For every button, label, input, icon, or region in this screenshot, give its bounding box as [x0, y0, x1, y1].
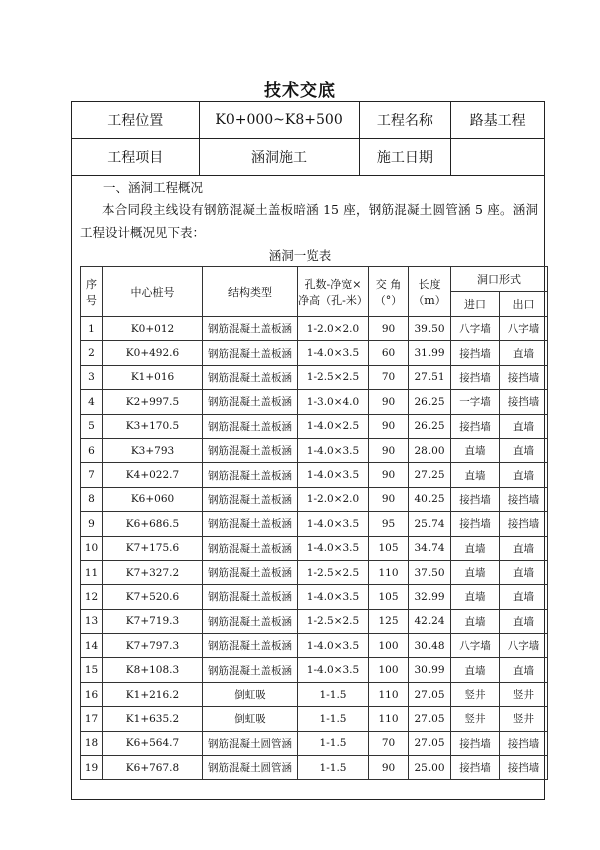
cell-station: K6+564.7 — [103, 731, 203, 755]
cell-span: 1-4.0×3.5 — [298, 463, 369, 487]
cell-outlet: 接挡墙 — [500, 487, 548, 511]
cell-type: 钢筋混凝土盖板涵 — [203, 536, 298, 560]
cell-seq: 17 — [81, 707, 103, 731]
cell-seq: 14 — [81, 634, 103, 658]
cell-inlet: 直墙 — [451, 585, 500, 609]
cell-station: K3+170.5 — [103, 414, 203, 438]
cell-length: 32.99 — [409, 585, 451, 609]
header-inlet: 进口 — [451, 292, 500, 317]
cell-station: K1+635.2 — [103, 707, 203, 731]
cell-inlet: 八字墙 — [451, 317, 500, 341]
cell-outlet: 竖井 — [500, 682, 548, 706]
cell-length: 34.74 — [409, 536, 451, 560]
cell-outlet: 八字墙 — [500, 317, 548, 341]
cell-seq: 7 — [81, 463, 103, 487]
cell-inlet: 一字墙 — [451, 390, 500, 414]
cell-inlet: 接挡墙 — [451, 487, 500, 511]
cell-length: 40.25 — [409, 487, 451, 511]
cell-station: K0+012 — [103, 317, 203, 341]
construction-date-label: 施工日期 — [359, 139, 451, 176]
cell-span: 1-2.5×2.5 — [298, 365, 369, 389]
cell-angle: 70 — [369, 365, 409, 389]
cell-type: 钢筋混凝土盖板涵 — [203, 365, 298, 389]
section-paragraph: 本合同段主线设有钢筋混凝土盖板暗涵 15 座，钢筋混凝土圆管涵 5 座。涵洞工程设计概况见下表： — [80, 202, 538, 240]
cell-outlet: 直墙 — [500, 463, 548, 487]
cell-type: 钢筋混凝土盖板涵 — [203, 487, 298, 511]
cell-angle: 70 — [369, 731, 409, 755]
cell-seq: 15 — [81, 658, 103, 682]
cell-angle: 90 — [369, 487, 409, 511]
project-info-row — [72, 139, 545, 176]
cell-outlet: 直墙 — [500, 536, 548, 560]
cell-inlet: 直墙 — [451, 536, 500, 560]
cell-angle: 110 — [369, 707, 409, 731]
table-row — [81, 707, 548, 731]
cell-outlet: 直墙 — [500, 414, 548, 438]
table-row — [81, 560, 548, 584]
cell-outlet: 接挡墙 — [500, 756, 548, 780]
table-row — [81, 341, 548, 365]
cell-seq: 2 — [81, 341, 103, 365]
cell-span: 1-4.0×3.5 — [298, 512, 369, 536]
cell-span: 1-4.0×3.5 — [298, 438, 369, 462]
cell-inlet: 接挡墙 — [451, 512, 500, 536]
cell-type: 钢筋混凝土盖板涵 — [203, 634, 298, 658]
header-span — [298, 267, 369, 317]
cell-seq: 19 — [81, 756, 103, 780]
table-row — [81, 756, 548, 780]
cell-span: 1-1.5 — [298, 707, 369, 731]
cell-length: 30.99 — [409, 658, 451, 682]
cell-span: 1-4.0×3.5 — [298, 585, 369, 609]
cell-station: K7+719.3 — [103, 609, 203, 633]
cell-span: 1-1.5 — [298, 756, 369, 780]
cell-length: 42.24 — [409, 609, 451, 633]
table-row — [81, 658, 548, 682]
location-value: K0+000~K8+500 — [199, 102, 359, 139]
table-row — [81, 438, 548, 462]
cell-span: 1-3.0×4.0 — [298, 390, 369, 414]
cell-outlet: 竖井 — [500, 707, 548, 731]
table-header-row — [81, 267, 548, 292]
cell-span: 1-2.5×2.5 — [298, 609, 369, 633]
header-span-line2: 净高（孔-米） — [298, 293, 368, 307]
table-row — [81, 487, 548, 511]
cell-span: 1-4.0×3.5 — [298, 658, 369, 682]
cell-outlet: 接挡墙 — [500, 731, 548, 755]
table-row — [81, 512, 548, 536]
header-angle-line1: 交 角 — [375, 277, 402, 291]
cell-outlet: 直墙 — [500, 658, 548, 682]
cell-seq: 13 — [81, 609, 103, 633]
cell-angle: 105 — [369, 585, 409, 609]
cell-length: 28.00 — [409, 438, 451, 462]
cell-inlet: 接挡墙 — [451, 731, 500, 755]
header-seq-line2: 号 — [86, 293, 97, 307]
cell-inlet: 接挡墙 — [451, 414, 500, 438]
cell-angle: 110 — [369, 560, 409, 584]
header-station: 中心桩号 — [103, 267, 203, 317]
cell-type: 倒虹吸 — [203, 682, 298, 706]
cell-span: 1-4.0×3.5 — [298, 341, 369, 365]
table-row — [81, 317, 548, 341]
header-length — [409, 267, 451, 317]
table-caption: 涵洞一览表 — [268, 248, 332, 263]
cell-type: 钢筋混凝土盖板涵 — [203, 463, 298, 487]
project-name-value: 路基工程 — [451, 102, 545, 139]
table-row — [81, 390, 548, 414]
cell-angle: 90 — [369, 317, 409, 341]
project-name-label: 工程名称 — [359, 102, 451, 139]
cell-station: K1+216.2 — [103, 682, 203, 706]
header-seq — [81, 267, 103, 317]
cell-type: 钢筋混凝土盖板涵 — [203, 414, 298, 438]
cell-station: K4+022.7 — [103, 463, 203, 487]
cell-outlet: 直墙 — [500, 341, 548, 365]
cell-inlet: 直墙 — [451, 463, 500, 487]
cell-seq: 4 — [81, 390, 103, 414]
header-opening: 洞口形式 — [451, 267, 548, 292]
cell-span: 1-2.0×2.0 — [298, 317, 369, 341]
cell-inlet: 接挡墙 — [451, 341, 500, 365]
cell-station: K6+060 — [103, 487, 203, 511]
table-row — [81, 682, 548, 706]
header-type: 结构类型 — [203, 267, 298, 317]
cell-station: K1+016 — [103, 365, 203, 389]
cell-station: K6+767.8 — [103, 756, 203, 780]
cell-inlet: 直墙 — [451, 560, 500, 584]
project-info-table — [71, 101, 545, 176]
header-length-line1: 长度 — [418, 277, 441, 291]
cell-station: K7+175.6 — [103, 536, 203, 560]
table-row — [81, 731, 548, 755]
cell-length: 27.51 — [409, 365, 451, 389]
cell-inlet: 竖井 — [451, 707, 500, 731]
table-row — [81, 463, 548, 487]
cell-angle: 60 — [369, 341, 409, 365]
cell-inlet: 直墙 — [451, 658, 500, 682]
cell-station: K8+108.3 — [103, 658, 203, 682]
location-label: 工程位置 — [72, 102, 200, 139]
cell-type: 钢筋混凝土盖板涵 — [203, 609, 298, 633]
cell-seq: 1 — [81, 317, 103, 341]
cell-seq: 6 — [81, 438, 103, 462]
cell-type: 钢筋混凝土盖板涵 — [203, 585, 298, 609]
cell-outlet: 接挡墙 — [500, 365, 548, 389]
cell-type: 钢筋混凝土盖板涵 — [203, 317, 298, 341]
header-seq-line1: 序 — [86, 277, 97, 291]
cell-station: K6+686.5 — [103, 512, 203, 536]
cell-seq: 5 — [81, 414, 103, 438]
cell-span: 1-4.0×2.5 — [298, 414, 369, 438]
cell-angle: 125 — [369, 609, 409, 633]
cell-length: 27.05 — [409, 731, 451, 755]
cell-length: 25.74 — [409, 512, 451, 536]
table-row — [81, 365, 548, 389]
cell-outlet: 直墙 — [500, 609, 548, 633]
cell-angle: 90 — [369, 463, 409, 487]
cell-type: 钢筋混凝土盖板涵 — [203, 438, 298, 462]
header-span-line1: 孔数-净宽× — [304, 277, 362, 291]
project-info-row — [72, 102, 545, 139]
cell-type: 钢筋混凝土盖板涵 — [203, 560, 298, 584]
cell-seq: 11 — [81, 560, 103, 584]
cell-length: 26.25 — [409, 390, 451, 414]
cell-outlet: 八字墙 — [500, 634, 548, 658]
culvert-table — [80, 266, 548, 780]
culvert-table-body — [81, 317, 548, 780]
cell-inlet: 直墙 — [451, 438, 500, 462]
cell-length: 31.99 — [409, 341, 451, 365]
cell-type: 钢筋混凝土盖板涵 — [203, 658, 298, 682]
cell-type: 钢筋混凝土圆管涵 — [203, 731, 298, 755]
cell-inlet: 竖井 — [451, 682, 500, 706]
cell-length: 27.25 — [409, 463, 451, 487]
cell-length: 30.48 — [409, 634, 451, 658]
cell-angle: 100 — [369, 634, 409, 658]
header-length-line2: （m） — [413, 293, 446, 307]
construction-date-value — [451, 139, 545, 176]
table-row — [81, 634, 548, 658]
cell-type: 倒虹吸 — [203, 707, 298, 731]
cell-angle: 90 — [369, 414, 409, 438]
cell-span: 1-4.0×3.5 — [298, 634, 369, 658]
cell-station: K3+793 — [103, 438, 203, 462]
cell-angle: 95 — [369, 512, 409, 536]
cell-seq: 8 — [81, 487, 103, 511]
cell-type: 钢筋混凝土圆管涵 — [203, 756, 298, 780]
cell-station: K0+492.6 — [103, 341, 203, 365]
cell-angle: 90 — [369, 390, 409, 414]
cell-station: K2+997.5 — [103, 390, 203, 414]
cell-type: 钢筋混凝土盖板涵 — [203, 390, 298, 414]
table-row — [81, 609, 548, 633]
cell-angle: 105 — [369, 536, 409, 560]
cell-outlet: 接挡墙 — [500, 390, 548, 414]
cell-span: 1-2.5×2.5 — [298, 560, 369, 584]
cell-inlet: 接挡墙 — [451, 365, 500, 389]
cell-inlet: 直墙 — [451, 609, 500, 633]
cell-span: 1-4.0×3.5 — [298, 536, 369, 560]
cell-outlet: 接挡墙 — [500, 512, 548, 536]
cell-type: 钢筋混凝土盖板涵 — [203, 341, 298, 365]
cell-seq: 16 — [81, 682, 103, 706]
cell-angle: 90 — [369, 756, 409, 780]
cell-inlet: 八字墙 — [451, 634, 500, 658]
cell-length: 26.25 — [409, 414, 451, 438]
cell-length: 37.50 — [409, 560, 451, 584]
cell-station: K7+797.3 — [103, 634, 203, 658]
table-row — [81, 536, 548, 560]
cell-length: 27.05 — [409, 682, 451, 706]
cell-type: 钢筋混凝土盖板涵 — [203, 512, 298, 536]
table-row — [81, 585, 548, 609]
section-heading: 一、涵洞工程概况 — [103, 180, 204, 195]
header-angle — [369, 267, 409, 317]
cell-outlet: 直墙 — [500, 585, 548, 609]
project-item-label: 工程项目 — [72, 139, 200, 176]
cell-seq: 18 — [81, 731, 103, 755]
cell-angle: 100 — [369, 658, 409, 682]
cell-angle: 90 — [369, 438, 409, 462]
cell-span: 1-1.5 — [298, 682, 369, 706]
cell-outlet: 直墙 — [500, 438, 548, 462]
project-item-value: 涵洞施工 — [199, 139, 359, 176]
cell-span: 1-2.0×2.0 — [298, 487, 369, 511]
cell-seq: 9 — [81, 512, 103, 536]
cell-seq: 12 — [81, 585, 103, 609]
cell-length: 39.50 — [409, 317, 451, 341]
cell-station: K7+327.2 — [103, 560, 203, 584]
cell-span: 1-1.5 — [298, 731, 369, 755]
cell-outlet: 直墙 — [500, 560, 548, 584]
cell-station: K7+520.6 — [103, 585, 203, 609]
document-title: 技术交底 — [264, 81, 336, 101]
cell-angle: 110 — [369, 682, 409, 706]
header-angle-line2: （°） — [374, 293, 403, 307]
cell-seq: 10 — [81, 536, 103, 560]
table-row — [81, 414, 548, 438]
cell-length: 25.00 — [409, 756, 451, 780]
header-outlet: 出口 — [500, 292, 548, 317]
cell-length: 27.05 — [409, 707, 451, 731]
cell-inlet: 接挡墙 — [451, 756, 500, 780]
cell-seq: 3 — [81, 365, 103, 389]
